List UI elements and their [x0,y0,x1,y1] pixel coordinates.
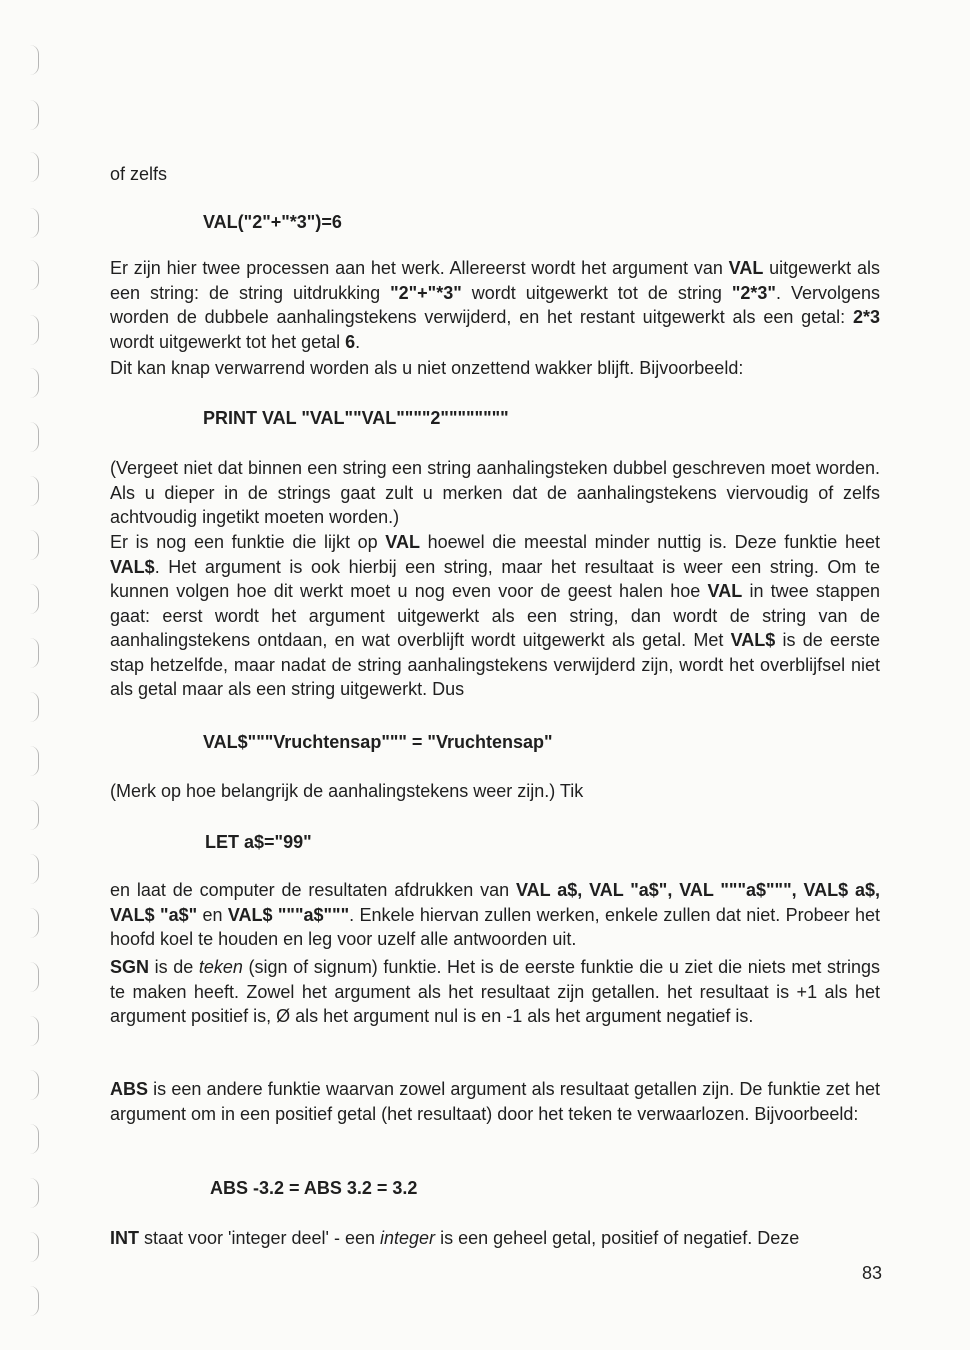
code-example-abs: ABS -3.2 = ABS 3.2 = 3.2 [210,1178,418,1198]
paragraph-int: INT staat voor 'integer deel' - een integer is een geheel getal, positief of negatief. Deze [110,1228,800,1248]
paragraph-abs: ABS is een andere funktie waarvan zowel argument als resultaat getallen zijn. De funktie zet het argument om in een positief getal (het resultaat) door het teken te verwaarlozen. Bijvoorbeeld: [110,1079,880,1124]
code-example-print-val: PRINT VAL "VAL""VAL""""2"""""""" [203,408,509,428]
paragraph-merk-op: (Merk op hoe belangrijk de aanhalingstekens weer zijn.) Tik [110,781,584,801]
paragraph-confusing: Dit kan knap verwarrend worden als u niet onzettend wakker blijft. Bijvoorbeeld: [110,358,744,378]
paragraph-sgn: SGN is de teken (sign of signum) funktie. Het is de eerste funktie die u ziet die niets met strings te maken heeft. Zowel het argument als het resultaat zijn getallen. het resultaat is +1 als het argument positief is, Ø als het argument nul is en -1 als het argument negatief is. [110,957,880,1026]
paragraph-vergeet: (Vergeet niet dat binnen een string een string aanhalingsteken dubbel geschreven moet worden. Als u dieper in de strings gaat zult u merken dat de aanhalingstekens viervoudig of zelfs achtvoudig ingetikt moeten worden.) [110,458,880,527]
paragraph-results: en laat de computer de resultaten afdrukken van VAL a$, VAL "a$", VAL """a$""", VAL$ a$, VAL$ "a$" en VAL$ """a$""". Enkele hiervan zullen werken, enkele zullen dat niet. Probeer het hoofd koel te houden en leg voor uzelf alle antwoorden uit. [110,880,880,949]
paragraph-two-processes: Er zijn hier twee processen aan het werk. Allereerst wordt het argument van VAL uitgewerkt als een string: de string uitdrukking "2"+"*3" wordt uitgewerkt tot de string "2*3". Vervolgens worden de dubbele aanhalingstekens verwijderd, en het restant uitgewerkt als een getal: 2*3 wordt uitgewerkt tot het getal 6. [110,258,881,352]
code-example-vruchtensap: VAL$"""Vruchtensap""" = "Vruchtensap" [203,732,553,752]
code-example-let: LET a$="99" [205,832,312,852]
paragraph-val-dollar: Er is nog een funktie die lijkt op VAL hoewel die meestal minder nuttig is. Deze funktie heet VAL$. Het argument is ook hierbij een string, maar het resultaat is weer een string. Om te kunnen volgen hoe dit werkt moet u nog even voor de geest halen hoe VAL in twee stappen gaat: eerst wordt het argument uitgewerkt als een string, dan wordt de string van de aanhalingstekens ontdaan, en wat overblijft wordt uitgewerkt als getal. Met VAL$ is de eerste stap hetzelfde, maar nadat de string aanhalingstekens verwijderd zijn, wordt het overblijfsel niet als getal maar als een string uitgewerkt. Dus [110,532,880,699]
paragraph-of-zelfs: of zelfs [110,164,168,184]
binding-holes [30,40,50,1320]
code-example-val: VAL("2"+"*3")=6 [203,212,342,232]
page-number: 83 [862,1263,883,1283]
